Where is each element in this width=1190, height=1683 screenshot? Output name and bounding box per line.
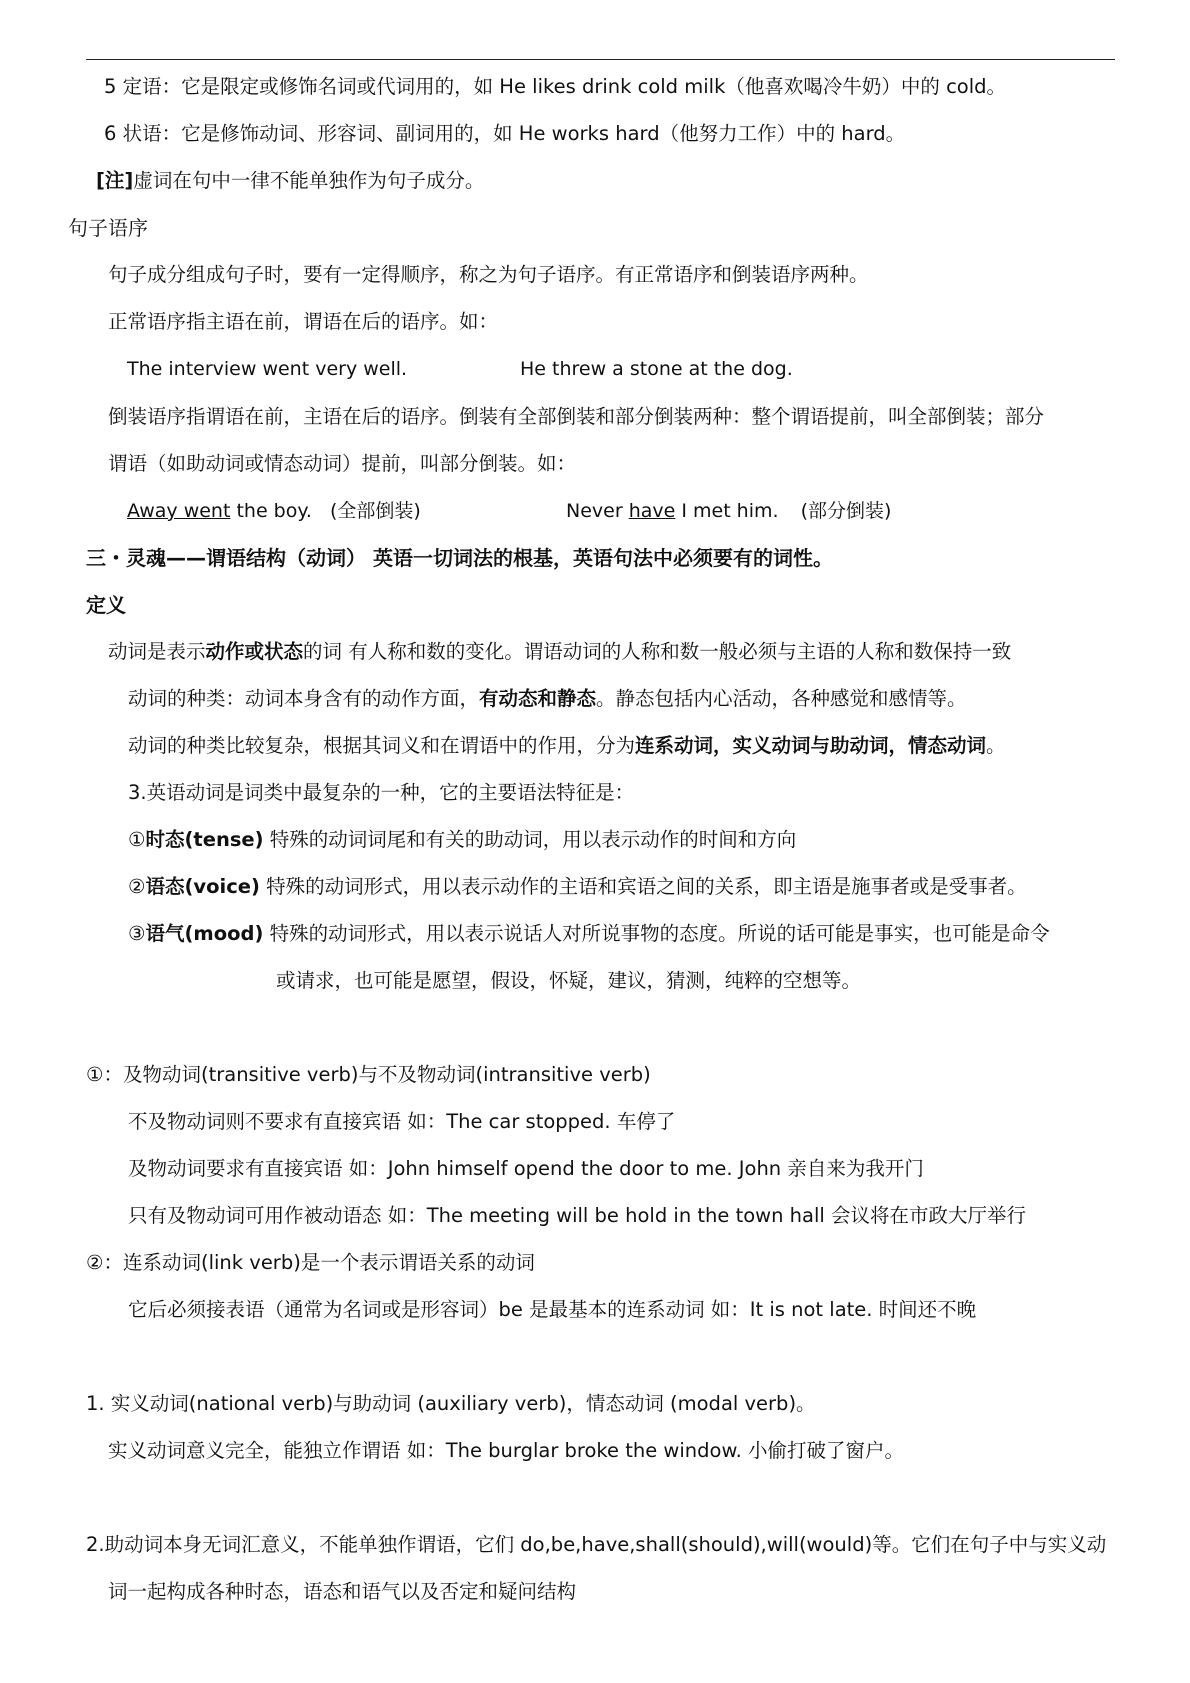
text-line xyxy=(276,968,861,994)
text: 词一起构成各种时态，语态和语气以及否定和疑问结构 xyxy=(108,1580,577,1603)
bold-text: 连系动词，实义动词与助动词，情态动词 xyxy=(635,734,987,757)
text-line xyxy=(108,639,1011,665)
text-line xyxy=(108,1438,904,1464)
example-sentence xyxy=(520,356,793,382)
section-heading xyxy=(68,215,148,241)
text-line xyxy=(128,1203,1026,1229)
heading-text: 定义 xyxy=(86,593,126,617)
text-line xyxy=(104,121,905,147)
list-marker: ③ xyxy=(128,922,146,945)
text-line xyxy=(86,1062,651,1088)
text: 的词 有人称和数的变化。谓语动词的人称和数一般必须与主语的人称和数保持一致 xyxy=(303,640,1012,663)
text: 1. 实义动词(national verb)与助动词 (auxiliary verb)，情态动词 (modal verb)。 xyxy=(86,1392,816,1415)
text: 句子成分组成句子时，要有一定得顺序，称之为句子语序。有正常语序和倒装语序两种。 xyxy=(108,263,869,286)
list-item xyxy=(128,827,796,853)
text: 谓语（如助动词或情态动词）提前，叫部分倒装。如： xyxy=(108,452,577,475)
text: 动词是表示 xyxy=(108,640,206,663)
term: 语态(voice) xyxy=(145,875,260,898)
example-sentence xyxy=(127,356,407,382)
text: 2.助动词本身无词汇意义，不能单独作谓语，它们 do,be,have,shall(should),will(would)等。它们在句子中与实义动 xyxy=(86,1533,1107,1556)
list-item xyxy=(128,874,1027,900)
underlined-text: have xyxy=(628,500,676,522)
list-marker: ① xyxy=(128,828,146,851)
text: 动词的种类：动词本身含有的动作方面， xyxy=(128,687,480,710)
text: He threw a stone at the dog. xyxy=(520,358,793,380)
text: 。静态包括内心活动，各种感觉和感情等。 xyxy=(596,687,967,710)
text: 。 xyxy=(986,734,1006,757)
text: 或请求，也可能是愿望，假设，怀疑，建议，猜测，纯粹的空想等。 xyxy=(276,969,862,992)
text-line xyxy=(86,1250,535,1276)
list-item xyxy=(128,921,1050,947)
text: 虚词在句中一律不能单独作为句子成分。 xyxy=(133,169,485,192)
underlined-text: Away went xyxy=(127,500,231,522)
text-line xyxy=(128,733,1006,759)
text: 实义动词意义完全，能独立作谓语 如：The burglar broke the window. 小偷打破了窗户。 xyxy=(108,1439,905,1462)
header-rule xyxy=(86,59,1115,60)
text: The interview went very well. xyxy=(127,358,408,380)
text-line xyxy=(104,74,1006,100)
text: 动词的种类比较复杂，根据其词义和在谓语中的作用，分为 xyxy=(128,734,636,757)
annotation: (全部倒装) xyxy=(329,500,421,522)
text: 不及物动词则不要求有直接宾语 如：The car stopped. 车停了 xyxy=(128,1110,676,1133)
text-line xyxy=(128,780,634,806)
text: 正常语序指主语在前，谓语在后的语序。如： xyxy=(108,310,499,333)
text: 特殊的动词形式，用以表示动作的主语和宾语之间的关系，即主语是施事者或是受事者。 xyxy=(259,875,1027,898)
example-sentence xyxy=(566,498,891,524)
text-line xyxy=(128,1109,675,1135)
text: the boy. xyxy=(230,500,312,522)
text: 3.英语动词是词类中最复杂的一种，它的主要语法特征是： xyxy=(128,781,635,804)
example-sentence xyxy=(127,498,421,524)
term: 时态(tense) xyxy=(145,828,264,851)
text: 特殊的动词形式，用以表示说话人对所说事物的态度。所说的话可能是事实，也可能是命令 xyxy=(263,922,1050,945)
bold-text: 动作或状态 xyxy=(205,640,304,663)
text-line xyxy=(86,1532,1106,1558)
text: 及物动词要求有直接宾语 如：John himself opend the door to me. John 亲自来为我开门 xyxy=(128,1157,924,1180)
text-line xyxy=(86,1391,816,1417)
text-line xyxy=(128,1156,924,1182)
text: 倒装语序指谓语在前，主语在后的语序。倒装有全部倒装和部分倒装两种：整个谓语提前，叫全部倒装；部分 xyxy=(108,405,1045,428)
text-line xyxy=(108,451,576,477)
bold-text: 有动态和静态 xyxy=(479,687,597,710)
note-label: [注] xyxy=(96,169,134,192)
text-line xyxy=(128,686,967,712)
text-line xyxy=(108,1579,576,1605)
list-marker: ② xyxy=(128,875,146,898)
text: 6 状语：它是修饰动词、形容词、副词用的，如 He works hard（他努力工作）中的 hard。 xyxy=(104,122,906,145)
text: 它后必须接表语（通常为名词或是形容词）be 是最基本的连系动词 如：It is not late. 时间还不晚 xyxy=(128,1298,977,1321)
text: 只有及物动词可用作被动语态 如：The meeting will be hold in the town hall 会议将在市政大厅举行 xyxy=(128,1204,1027,1227)
text: ①：及物动词(transitive verb)与不及物动词(intransitive verb) xyxy=(86,1063,651,1086)
text: I met him. xyxy=(675,500,779,522)
annotation: (部分倒装) xyxy=(800,500,892,522)
note-line xyxy=(96,168,484,194)
text-line xyxy=(108,262,869,288)
text-line xyxy=(128,1297,976,1323)
text: Never xyxy=(566,500,629,522)
text-line xyxy=(108,309,498,335)
term: 语气(mood) xyxy=(145,922,264,945)
heading-text: 三・灵魂——谓语结构（动词） 英语一切词法的根基，英语句法中必须要有的词性。 xyxy=(86,546,833,570)
heading-text: 句子语序 xyxy=(68,216,148,240)
text-line xyxy=(108,404,1044,430)
text: 特殊的动词词尾和有关的助动词，用以表示动作的时间和方向 xyxy=(263,828,797,851)
text: ②：连系动词(link verb)是一个表示谓语关系的动词 xyxy=(86,1251,535,1274)
section-heading xyxy=(86,592,126,618)
text: 5 定语：它是限定或修饰名词或代词用的，如 He likes drink cold milk（他喜欢喝冷牛奶）中的 cold。 xyxy=(104,75,1007,98)
section-heading xyxy=(86,545,833,571)
